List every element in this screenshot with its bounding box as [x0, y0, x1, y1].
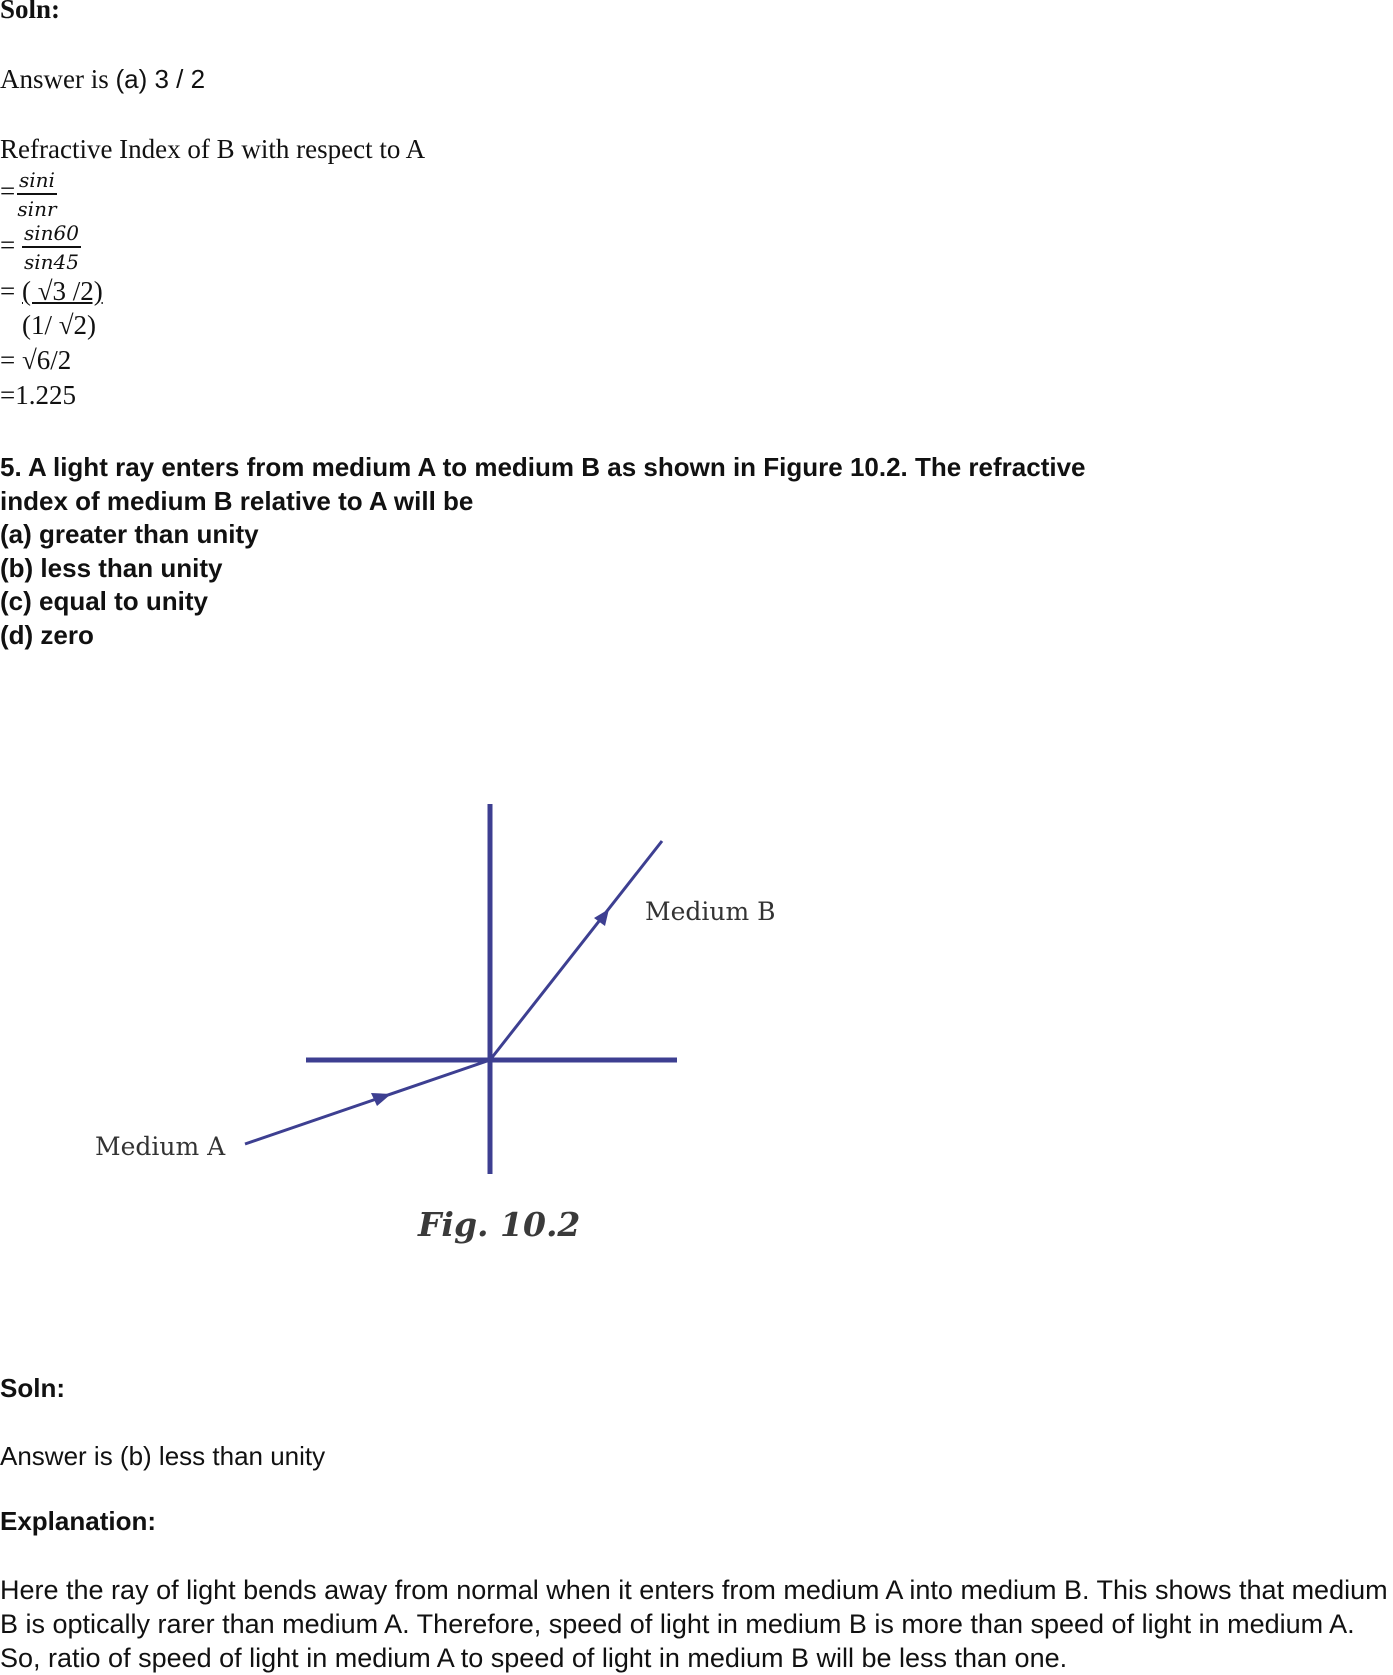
refraction-figure	[0, 780, 900, 1180]
step-3	[0, 276, 103, 307]
fraction-numerator: sini	[17, 168, 57, 195]
step-5-result: =1.225	[0, 380, 76, 410]
refractive-index-title: Refractive Index of B with respect to A	[0, 134, 426, 164]
step-3-denominator: (1/ √2)	[22, 310, 97, 340]
question-5-line-1: 5. A light ray enters from medium A to medium B as shown in Figure 10.2. The refractive	[0, 452, 1086, 482]
equals-sign: =	[0, 230, 16, 260]
answer-line	[0, 64, 205, 95]
question-5-line-2: index of medium B relative to A will be	[0, 486, 474, 516]
equals-sign: =	[0, 176, 16, 206]
explanation-heading: Explanation:	[0, 1506, 157, 1536]
step-4: = √6/2	[0, 345, 72, 375]
answer-value: (a) 3 / 2	[115, 64, 206, 94]
incident-ray	[245, 1060, 490, 1144]
medium-a-label: Medium A	[95, 1132, 226, 1161]
fraction-sini-over-sinr	[17, 168, 57, 221]
figure-caption: Fig. 10.2	[418, 1205, 581, 1244]
explanation-text: Here the ray of light bends away from normal when it enters from medium A into medium B. This shows that medium B is optically rarer than medium A. Therefore, speed of light in medium B is more than speed of light in medium A. So, ratio of speed of light in medium A to speed of light in medium B will be less than one.	[0, 1575, 1388, 1673]
step-3-numerator: ( √3 /2)	[21, 276, 103, 306]
answer-prefix: Answer is	[0, 64, 116, 94]
option-b: (b) less than unity	[0, 553, 223, 583]
option-d: (d) zero	[0, 620, 94, 650]
option-a: (a) greater than unity	[0, 519, 259, 549]
solution-heading-2: Soln:	[0, 1373, 65, 1403]
solution-heading: Soln:	[0, 0, 61, 24]
fraction-sin60-over-sin45	[22, 221, 81, 274]
equals-sign: =	[0, 276, 22, 306]
refracted-ray	[490, 841, 662, 1060]
incident-ray-arrow-icon	[371, 1093, 391, 1106]
answer-line-2: Answer is (b) less than unity	[0, 1441, 326, 1471]
medium-b-label: Medium B	[645, 897, 776, 926]
fraction-denominator: sin45	[24, 250, 79, 274]
fraction-denominator: sinr	[17, 197, 57, 221]
option-c: (c) equal to unity	[0, 586, 208, 616]
fraction-numerator: sin60	[22, 221, 81, 248]
